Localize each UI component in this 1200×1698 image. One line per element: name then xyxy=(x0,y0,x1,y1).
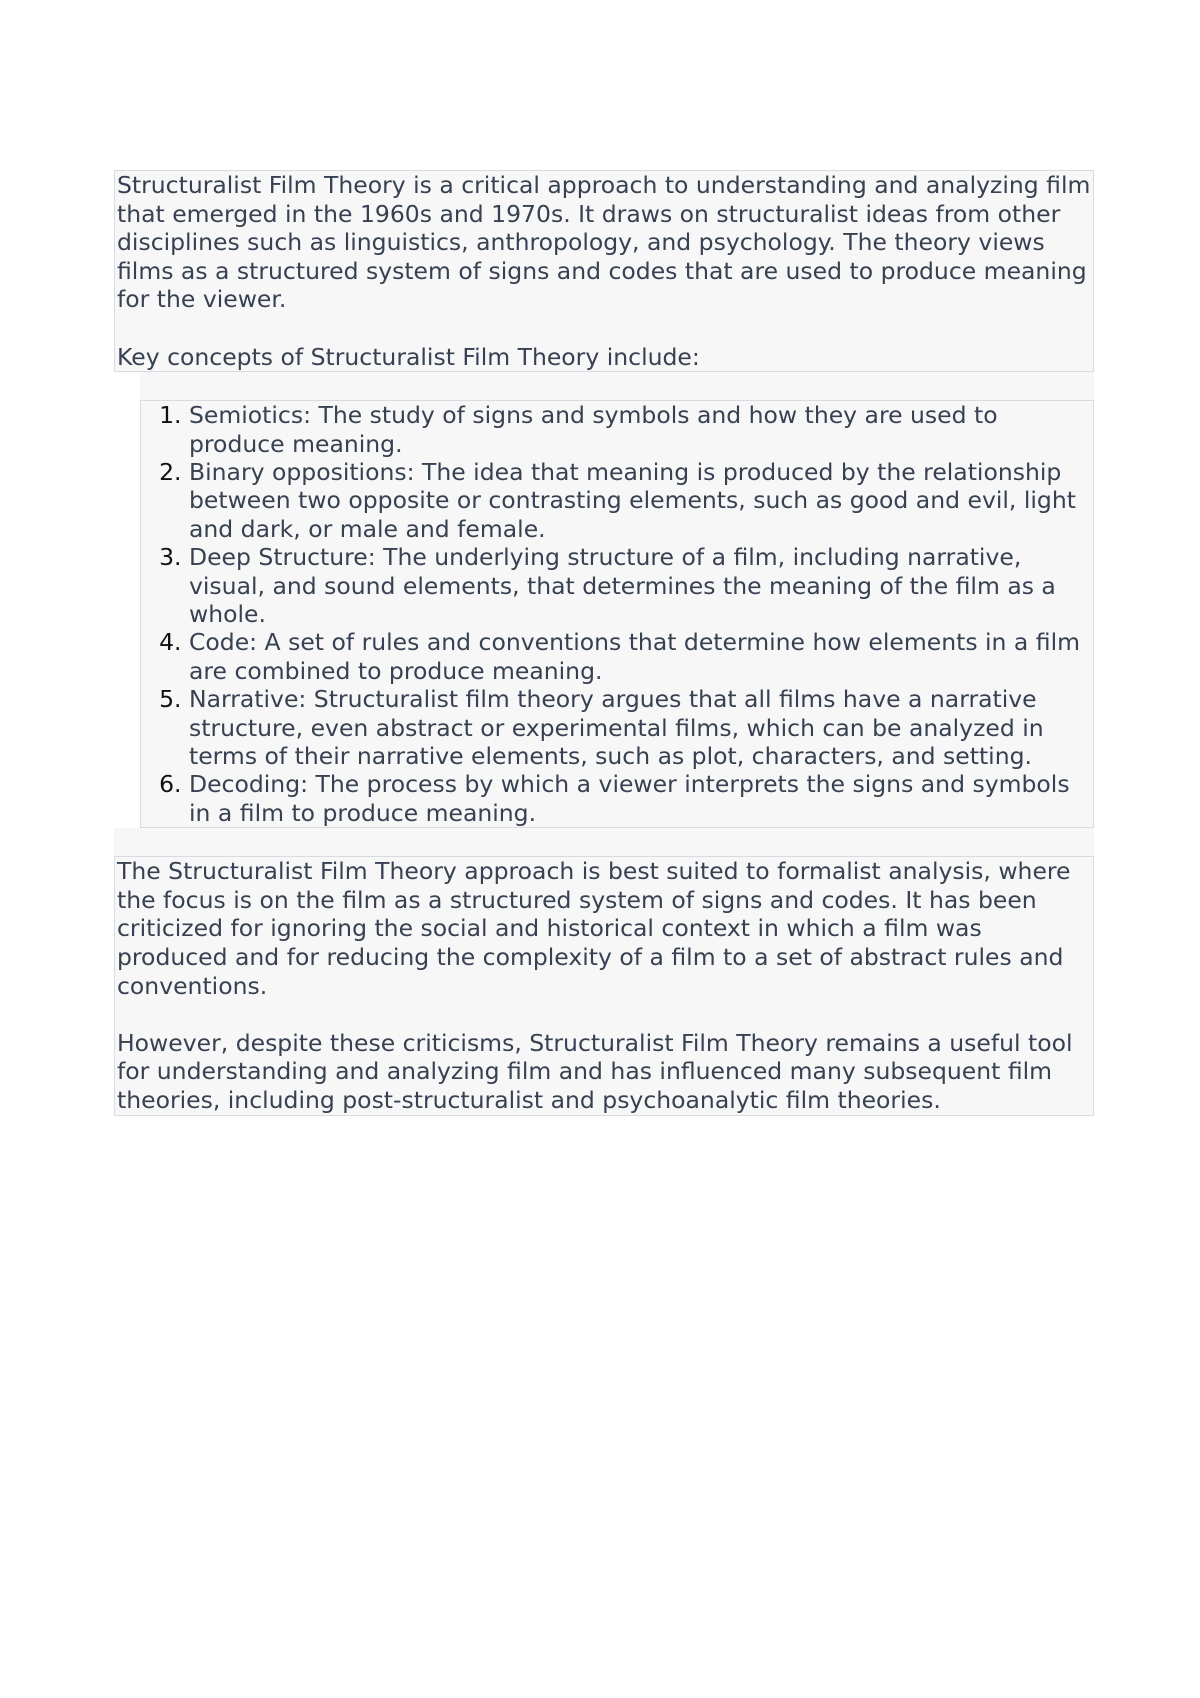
intro-section xyxy=(114,170,1094,372)
conclusion-paragraph: However, despite these criticisms, Structuralist Film Theory remains a useful tool for understanding and analyzing film and has influenced many subsequent film theories, including post-structuralist and psychoanalytic film theories. xyxy=(117,1028,1073,1114)
concepts-list-section xyxy=(140,400,1094,828)
list-item: 2. Binary oppositions: The idea that meaning is produced by the relationship between two opposite or contrasting elements, such as good and evil, light and dark, or male and female. xyxy=(189,458,1093,543)
list-item: 4. Code: A set of rules and conventions that determine how elements in a film are combined to produce meaning. xyxy=(189,628,1093,685)
concepts-list xyxy=(141,401,1093,827)
spacer xyxy=(140,372,1094,400)
conclusion-section xyxy=(114,856,1094,1115)
list-item: 5. Narrative: Structuralist film theory argues that all films have a narrative structure, even abstract or experimental films, which can be analyzed in terms of their narrative elements, such as plot, characters, and setting. xyxy=(189,685,1093,770)
concepts-lead-in: Key concepts of Structuralist Film Theory include: xyxy=(117,342,700,371)
list-item: 1. Semiotics: The study of signs and symbols and how they are used to produce meaning. xyxy=(189,401,1093,458)
spacer xyxy=(114,828,1094,856)
list-item: 6. Decoding: The process by which a viewer interprets the signs and symbols in a film to produce meaning. xyxy=(189,770,1093,827)
conclusion-paragraph: The Structuralist Film Theory approach is best suited to formalist analysis, where the focus is on the film as a structured system of signs and codes. It has been criticized for ignoring the social and historical context in which a film was produced and for reducing the complexity of a film to a set of abstract rules and conventions. xyxy=(117,857,1071,1000)
list-item: 3. Deep Structure: The underlying structure of a film, including narrative, visual, and sound elements, that determines the meaning of the film as a whole. xyxy=(189,543,1093,628)
document-body xyxy=(114,170,1094,1116)
intro-paragraph: Structuralist Film Theory is a critical approach to understanding and analyzing film that emerged in the 1960s and 1970s. It draws on structuralist ideas from other disciplines such as linguistics, anthropology, and psychology. The theory views films as a structured system of signs and codes that are used to produce meaning for the viewer. xyxy=(117,171,1091,314)
